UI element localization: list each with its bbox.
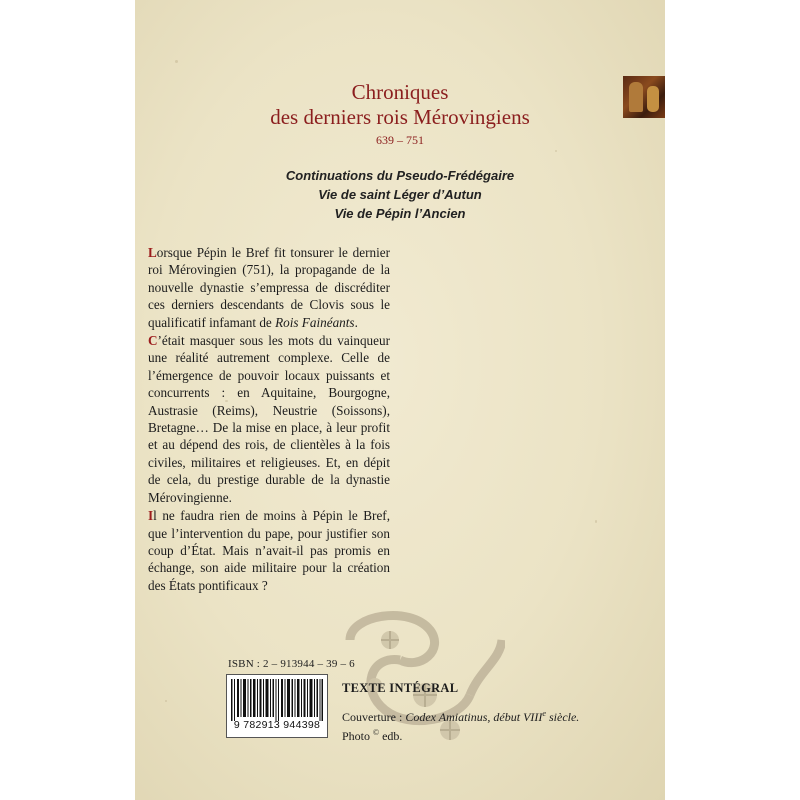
paper-speck: [555, 150, 557, 152]
dropcap: I: [148, 508, 154, 524]
subtitle-3: Vie de Pépin l’Ancien: [334, 206, 466, 221]
paragraph-2: C’était masquer sous les mots du vainqueur une réalité autrement complexe. Celle de l’émergence de pouvoir locaux puissants et concurrents : en Aquitaine, Bourgogne, Austrasie (Reims), Neustrie (Soissons), Bretagne… De la mise en place, à leur profit et au dépend des rois, de clientèles à la fois civiles, militaires et religieuses. Et, en dépit de cela, du prestige durable de la dynastie Mérovingienne.: [148, 333, 390, 505]
paper-speck: [595, 520, 597, 523]
paper-speck: [175, 60, 178, 63]
cover-source: Couverture : Codex Amiatinus, début VIIIe siècle.: [342, 709, 580, 724]
title-line-1: Chroniques: [351, 80, 449, 104]
book-dates: 639 – 751: [376, 133, 424, 147]
barcode-bars-icon: [231, 679, 323, 721]
isbn-label: ISBN : 2 – 913944 – 39 – 6: [228, 658, 355, 670]
paper-speck: [165, 700, 167, 702]
subtitle-1: Continuations du Pseudo-Frédégaire: [285, 168, 515, 183]
title-line-2: des derniers rois Mérovingiens: [270, 105, 530, 129]
barcode-number: 9 782913 944398: [233, 719, 321, 731]
edition-label: TEXTE INTÉGRAL: [342, 681, 459, 695]
paragraph-3: Il ne faudra rien de moins à Pépin le Bref, que l’intervention du pape, pour justifier son coup d’État. Mais n’avait-il pas promis en échange, son aide militaire pour la création des États pontificaux ?: [148, 508, 390, 593]
photo-credit: Photo © edb.: [342, 728, 403, 743]
book-title: [135, 80, 665, 130]
subtitle-list: [135, 166, 665, 223]
cover-credit: [342, 706, 582, 744]
dropcap: C: [148, 333, 158, 349]
paragraph-1: Lorsque Pépin le Bref fit tonsurer le dernier roi Mérovingien (751), la propagande de la nouvelle dynastie s’empressa de discréditer ces derniers descendants de Clovis sous le qualificatif infamant de Rois Fainéants.: [148, 245, 390, 330]
dropcap: L: [148, 245, 157, 260]
blurb-text: [148, 244, 390, 595]
subtitle-2: Vie de saint Léger d’Autun: [318, 187, 482, 202]
